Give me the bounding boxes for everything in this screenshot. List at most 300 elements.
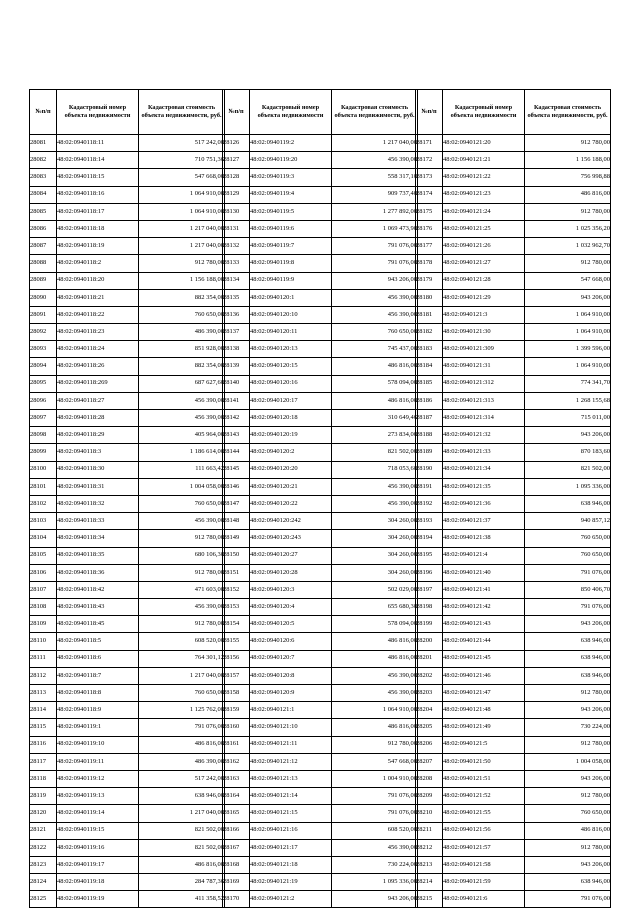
table-row [223, 152, 418, 169]
cadastral-number: 48:02:0940118:33 [57, 513, 139, 530]
cadastral-cost: 912 780,00 [139, 564, 225, 581]
row-number: 28092 [30, 324, 57, 341]
cadastral-number: 48:02:0940121:312 [443, 375, 525, 392]
table-row [416, 272, 611, 289]
cadastral-cost: 791 076,00 [525, 891, 611, 908]
table-row [223, 324, 418, 341]
row-number: 28127 [223, 152, 250, 169]
table-row [30, 461, 225, 478]
row-number: 28172 [416, 152, 443, 169]
cadastral-number: 48:02:0940118:14 [57, 152, 139, 169]
cadastral-cost: 456 390,00 [332, 839, 418, 856]
cadastral-number: 48:02:0940120:1 [250, 289, 332, 306]
cadastral-number: 48:02:0940118:3 [57, 444, 139, 461]
cadastral-cost: 456 390,00 [332, 152, 418, 169]
cadastral-cost: 486 390,00 [139, 324, 225, 341]
table-row [416, 410, 611, 427]
cadastral-number: 48:02:0940118:5 [57, 633, 139, 650]
table-row [223, 667, 418, 684]
cadastral-number: 48:02:0940118:30 [57, 461, 139, 478]
table-row [223, 203, 418, 220]
cadastral-number: 48:02:0940120:9 [250, 685, 332, 702]
cadastral-number: 48:02:0940121:1 [250, 702, 332, 719]
cadastral-number: 48:02:0940121:40 [443, 564, 525, 581]
table-row [223, 375, 418, 392]
row-number: 28093 [30, 341, 57, 358]
cadastral-cost: 943 206,00 [525, 856, 611, 873]
row-number: 28173 [416, 169, 443, 186]
row-number: 28200 [416, 633, 443, 650]
table-row [30, 633, 225, 650]
cadastral-number: 48:02:0940121:31 [443, 358, 525, 375]
cadastral-number: 48:02:0940118:269 [57, 375, 139, 392]
table-row [30, 427, 225, 444]
cadastral-cost: 791 076,00 [332, 255, 418, 272]
cadastral-cost: 1 156 188,00 [525, 152, 611, 169]
cadastral-cost: 912 780,00 [525, 685, 611, 702]
cadastral-cost: 638 946,00 [525, 650, 611, 667]
cadastral-cost: 912 780,00 [332, 736, 418, 753]
cadastral-number: 48:02:0940121:14 [250, 788, 332, 805]
row-number: 28158 [223, 685, 250, 702]
table-row [416, 238, 611, 255]
cadastral-cost: 486 816,00 [332, 719, 418, 736]
cadastral-number: 48:02:0940121:10 [250, 719, 332, 736]
cadastral-number: 48:02:0940119:7 [250, 238, 332, 255]
cadastral-number: 48:02:0940118:29 [57, 427, 139, 444]
table-row [30, 650, 225, 667]
row-number: 28156 [223, 650, 250, 667]
cadastral-number: 48:02:0940120:11 [250, 324, 332, 341]
table-row [223, 530, 418, 547]
row-number: 28143 [223, 427, 250, 444]
cadastral-cost: 1 095 336,00 [525, 478, 611, 495]
cadastral-number: 48:02:0940120:19 [250, 427, 332, 444]
cadastral-cost: 638 946,00 [525, 633, 611, 650]
row-number: 28139 [223, 358, 250, 375]
cadastral-cost: 756 998,88 [525, 169, 611, 186]
row-number: 28141 [223, 392, 250, 409]
table-row [416, 564, 611, 581]
cadastral-cost: 1 004 910,00 [332, 770, 418, 787]
cadastral-number: 48:02:0940120:8 [250, 667, 332, 684]
cadastral-number: 48:02:0940120:21 [250, 478, 332, 495]
table-row [30, 530, 225, 547]
row-number: 28157 [223, 667, 250, 684]
cadastral-number: 48:02:0940121:2 [250, 891, 332, 908]
table-row [223, 856, 418, 873]
table-row [223, 392, 418, 409]
cadastral-cost: 111 663,42 [139, 461, 225, 478]
cadastral-cost: 304 260,00 [332, 547, 418, 564]
row-number: 28212 [416, 839, 443, 856]
table-row [30, 685, 225, 702]
cadastral-number: 48:02:0940121:47 [443, 685, 525, 702]
table-row [416, 547, 611, 564]
table-row [416, 135, 611, 152]
row-number: 28152 [223, 581, 250, 598]
table-row [223, 186, 418, 203]
row-number: 28099 [30, 444, 57, 461]
row-number: 28167 [223, 839, 250, 856]
table-row [223, 616, 418, 633]
cadastral-number: 48:02:0940121:34 [443, 461, 525, 478]
cadastral-number: 48:02:0940118:2 [57, 255, 139, 272]
cadastral-number: 48:02:0940121:309 [443, 341, 525, 358]
cadastral-cost: 558 317,10 [332, 169, 418, 186]
table-row [416, 753, 611, 770]
cadastral-cost: 943 206,00 [525, 770, 611, 787]
row-number: 28185 [416, 375, 443, 392]
cadastral-number: 48:02:0940119:14 [57, 805, 139, 822]
row-number: 28103 [30, 513, 57, 530]
table-row [30, 719, 225, 736]
cadastral-cost: 486 816,00 [332, 392, 418, 409]
cadastral-cost: 304 260,00 [332, 513, 418, 530]
cadastral-number: 48:02:0940120:3 [250, 581, 332, 598]
cadastral-cost: 456 390,00 [332, 478, 418, 495]
row-number: 28203 [416, 685, 443, 702]
table-row [223, 495, 418, 512]
cadastral-cost: 608 520,00 [332, 822, 418, 839]
row-number: 28128 [223, 169, 250, 186]
cadastral-number: 48:02:0940121:35 [443, 478, 525, 495]
table-row [416, 770, 611, 787]
row-number: 28189 [416, 444, 443, 461]
cadastral-cost: 882 354,00 [139, 289, 225, 306]
table-row [223, 169, 418, 186]
cadastral-table-2 [222, 89, 418, 908]
row-number: 28214 [416, 874, 443, 891]
row-number: 28120 [30, 805, 57, 822]
table-row [223, 547, 418, 564]
table-row [416, 375, 611, 392]
table-row [223, 238, 418, 255]
cadastral-number: 48:02:0940121:49 [443, 719, 525, 736]
cadastral-cost: 912 780,00 [139, 616, 225, 633]
row-number: 28215 [416, 891, 443, 908]
cadastral-number: 48:02:0940121:51 [443, 770, 525, 787]
table-row [416, 667, 611, 684]
cadastral-table-1 [29, 89, 225, 908]
row-number: 28097 [30, 410, 57, 427]
row-number: 28166 [223, 822, 250, 839]
cadastral-cost: 1 217 040,00 [139, 667, 225, 684]
row-number: 28181 [416, 306, 443, 323]
row-number: 28094 [30, 358, 57, 375]
cadastral-number: 48:02:0940121:52 [443, 788, 525, 805]
table-row [30, 805, 225, 822]
cadastral-number: 48:02:0940121:5 [443, 736, 525, 753]
row-number: 28184 [416, 358, 443, 375]
row-number: 28123 [30, 856, 57, 873]
cadastral-number: 48:02:0940119:9 [250, 272, 332, 289]
cadastral-cost: 791 076,00 [525, 599, 611, 616]
cadastral-cost: 1 032 962,70 [525, 238, 611, 255]
row-number: 28170 [223, 891, 250, 908]
row-number: 28133 [223, 255, 250, 272]
table-row [30, 238, 225, 255]
row-number: 28159 [223, 702, 250, 719]
row-number: 28109 [30, 616, 57, 633]
cadastral-number: 48:02:0940118:22 [57, 306, 139, 323]
cadastral-cost: 791 076,00 [332, 805, 418, 822]
row-number: 28154 [223, 616, 250, 633]
cadastral-number: 48:02:0940121:57 [443, 839, 525, 856]
cadastral-cost: 1 217 040,00 [332, 135, 418, 152]
cadastral-cost: 760 650,00 [139, 306, 225, 323]
cadastral-cost: 304 260,00 [332, 564, 418, 581]
cadastral-cost: 940 857,12 [525, 513, 611, 530]
cadastral-cost: 943 206,00 [525, 616, 611, 633]
cadastral-cost: 760 650,00 [139, 495, 225, 512]
table-row [416, 822, 611, 839]
table-row [416, 805, 611, 822]
table-row [30, 255, 225, 272]
cadastral-cost: 456 390,00 [332, 306, 418, 323]
row-number: 28132 [223, 238, 250, 255]
cadastral-number: 48:02:0940120:17 [250, 392, 332, 409]
row-number: 28175 [416, 203, 443, 220]
header-cadastral-number: Кадастровый номер объекта недвижимости [250, 90, 332, 135]
cadastral-cost: 943 206,00 [525, 702, 611, 719]
row-number: 28164 [223, 788, 250, 805]
table-row [416, 392, 611, 409]
cadastral-cost: 943 206,00 [525, 289, 611, 306]
cadastral-number: 48:02:0940121:20 [443, 135, 525, 152]
table-row [223, 805, 418, 822]
table-row [416, 513, 611, 530]
table-row [30, 272, 225, 289]
table-row [416, 616, 611, 633]
cadastral-number: 48:02:0940118:27 [57, 392, 139, 409]
row-number: 28195 [416, 547, 443, 564]
row-number: 28117 [30, 753, 57, 770]
table-row [223, 822, 418, 839]
cadastral-number: 48:02:0940118:18 [57, 220, 139, 237]
table-row [223, 770, 418, 787]
table-row [223, 564, 418, 581]
cadastral-cost: 273 834,00 [332, 427, 418, 444]
cadastral-number: 48:02:0940121:29 [443, 289, 525, 306]
cadastral-cost: 730 224,00 [525, 719, 611, 736]
cadastral-cost: 912 780,00 [525, 255, 611, 272]
table-row [30, 220, 225, 237]
row-number: 28204 [416, 702, 443, 719]
cadastral-number: 48:02:0940120:4 [250, 599, 332, 616]
cadastral-number: 48:02:0940121:18 [250, 856, 332, 873]
table-row [30, 856, 225, 873]
cadastral-cost: 791 076,00 [332, 788, 418, 805]
cadastral-cost: 1 217 040,00 [139, 220, 225, 237]
row-number: 28102 [30, 495, 57, 512]
cadastral-number: 48:02:0940118:11 [57, 135, 139, 152]
row-number: 28126 [223, 135, 250, 152]
table-row [30, 289, 225, 306]
cadastral-number: 48:02:0940119:19 [57, 891, 139, 908]
cadastral-number: 48:02:0940121:45 [443, 650, 525, 667]
row-number: 28155 [223, 633, 250, 650]
cadastral-cost: 760 650,00 [525, 805, 611, 822]
row-number: 28115 [30, 719, 57, 736]
table-row [416, 788, 611, 805]
row-number: 28095 [30, 375, 57, 392]
row-number: 28179 [416, 272, 443, 289]
cadastral-number: 48:02:0940120:7 [250, 650, 332, 667]
row-number: 28160 [223, 719, 250, 736]
cadastral-number: 48:02:0940120:28 [250, 564, 332, 581]
cadastral-cost: 943 206,00 [332, 272, 418, 289]
cadastral-cost: 870 183,60 [525, 444, 611, 461]
cadastral-cost: 1 064 910,00 [332, 702, 418, 719]
table-row [416, 203, 611, 220]
cadastral-cost: 456 390,00 [139, 410, 225, 427]
table-row [30, 152, 225, 169]
cadastral-cost: 547 668,00 [139, 169, 225, 186]
cadastral-cost: 1 064 910,00 [139, 203, 225, 220]
cadastral-number: 48:02:0940118:7 [57, 667, 139, 684]
cadastral-cost: 745 437,00 [332, 341, 418, 358]
cadastral-cost: 774 341,70 [525, 375, 611, 392]
row-number: 28145 [223, 461, 250, 478]
header-num: №п/п [223, 90, 250, 135]
row-number: 28148 [223, 513, 250, 530]
row-number: 28199 [416, 616, 443, 633]
row-number: 28125 [30, 891, 57, 908]
row-number: 28082 [30, 152, 57, 169]
cadastral-cost: 912 780,00 [525, 736, 611, 753]
table-row [223, 719, 418, 736]
cadastral-cost: 638 946,00 [139, 788, 225, 805]
table-row [30, 169, 225, 186]
row-number: 28119 [30, 788, 57, 805]
header-cadastral-number: Кадастровый номер объекта недвижимости [443, 90, 525, 135]
cadastral-cost: 1 025 356,20 [525, 220, 611, 237]
cadastral-number: 48:02:0940120:13 [250, 341, 332, 358]
table-row [223, 702, 418, 719]
row-number: 28134 [223, 272, 250, 289]
row-number: 28151 [223, 564, 250, 581]
header-cadastral-cost: Кадастровая стоимость объекта недвижимости, руб. [525, 90, 611, 135]
table-row [416, 702, 611, 719]
table-row [30, 564, 225, 581]
table-row [30, 341, 225, 358]
cadastral-number: 48:02:0940121:48 [443, 702, 525, 719]
row-number: 28183 [416, 341, 443, 358]
cadastral-cost: 760 650,00 [525, 530, 611, 547]
cadastral-number: 48:02:0940121:33 [443, 444, 525, 461]
table-row [30, 874, 225, 891]
table-row [223, 306, 418, 323]
cadastral-number: 48:02:0940118:26 [57, 358, 139, 375]
cadastral-cost: 718 053,60 [332, 461, 418, 478]
cadastral-number: 48:02:0940118:42 [57, 581, 139, 598]
cadastral-number: 48:02:0940121:30 [443, 324, 525, 341]
row-number: 28213 [416, 856, 443, 873]
table-row [416, 186, 611, 203]
row-number: 28176 [416, 220, 443, 237]
cadastral-cost: 411 358,52 [139, 891, 225, 908]
table-row [223, 272, 418, 289]
cadastral-number: 48:02:0940118:6 [57, 650, 139, 667]
table-row [30, 478, 225, 495]
row-number: 28144 [223, 444, 250, 461]
cadastral-cost: 1 069 473,90 [332, 220, 418, 237]
cadastral-cost: 517 242,00 [139, 135, 225, 152]
table-row [30, 547, 225, 564]
row-number: 28088 [30, 255, 57, 272]
row-number: 28100 [30, 461, 57, 478]
cadastral-number: 48:02:0940121:46 [443, 667, 525, 684]
table-row [416, 581, 611, 598]
table-row [223, 633, 418, 650]
header-cadastral-cost: Кадастровая стоимость объекта недвижимости, руб. [139, 90, 225, 135]
table-row [223, 581, 418, 598]
cadastral-cost: 456 390,00 [139, 599, 225, 616]
table-row [223, 736, 418, 753]
table-row [30, 135, 225, 152]
table-row [223, 753, 418, 770]
table-row [223, 427, 418, 444]
row-number: 28137 [223, 324, 250, 341]
row-number: 28178 [416, 255, 443, 272]
cadastral-number: 48:02:0940121:38 [443, 530, 525, 547]
cadastral-cost: 850 406,70 [525, 581, 611, 598]
row-number: 28107 [30, 581, 57, 598]
cadastral-cost: 791 076,00 [139, 719, 225, 736]
cadastral-cost: 821 502,00 [139, 839, 225, 856]
table-row [416, 650, 611, 667]
cadastral-number: 48:02:0940119:6 [250, 220, 332, 237]
cadastral-number: 48:02:0940121:4 [443, 547, 525, 564]
cadastral-cost: 486 816,00 [332, 358, 418, 375]
table-row [416, 220, 611, 237]
row-number: 28081 [30, 135, 57, 152]
table-row [30, 410, 225, 427]
table-row [30, 667, 225, 684]
cadastral-cost: 821 502,00 [332, 444, 418, 461]
cadastral-cost: 456 390,00 [139, 513, 225, 530]
row-number: 28188 [416, 427, 443, 444]
cadastral-cost: 1 186 614,00 [139, 444, 225, 461]
table-row [416, 444, 611, 461]
row-number: 28118 [30, 770, 57, 787]
cadastral-number: 48:02:0940118:36 [57, 564, 139, 581]
table-row [30, 203, 225, 220]
table-row [416, 427, 611, 444]
cadastral-number: 48:02:0940118:15 [57, 169, 139, 186]
cadastral-number: 48:02:0940121:17 [250, 839, 332, 856]
cadastral-cost: 912 780,00 [139, 530, 225, 547]
cadastral-number: 48:02:0940118:32 [57, 495, 139, 512]
table-row [416, 324, 611, 341]
row-number: 28192 [416, 495, 443, 512]
cadastral-number: 48:02:0940120:18 [250, 410, 332, 427]
cadastral-table-3 [415, 89, 611, 908]
row-number: 28147 [223, 495, 250, 512]
table-row [416, 152, 611, 169]
cadastral-number: 48:02:0940119:10 [57, 736, 139, 753]
row-number: 28105 [30, 547, 57, 564]
row-number: 28193 [416, 513, 443, 530]
table-row [30, 358, 225, 375]
table-row [416, 495, 611, 512]
cadastral-number: 48:02:0940119:3 [250, 169, 332, 186]
cadastral-number: 48:02:0940118:34 [57, 530, 139, 547]
table-row [416, 736, 611, 753]
cadastral-number: 48:02:0940120:243 [250, 530, 332, 547]
cadastral-number: 48:02:0940121:55 [443, 805, 525, 822]
